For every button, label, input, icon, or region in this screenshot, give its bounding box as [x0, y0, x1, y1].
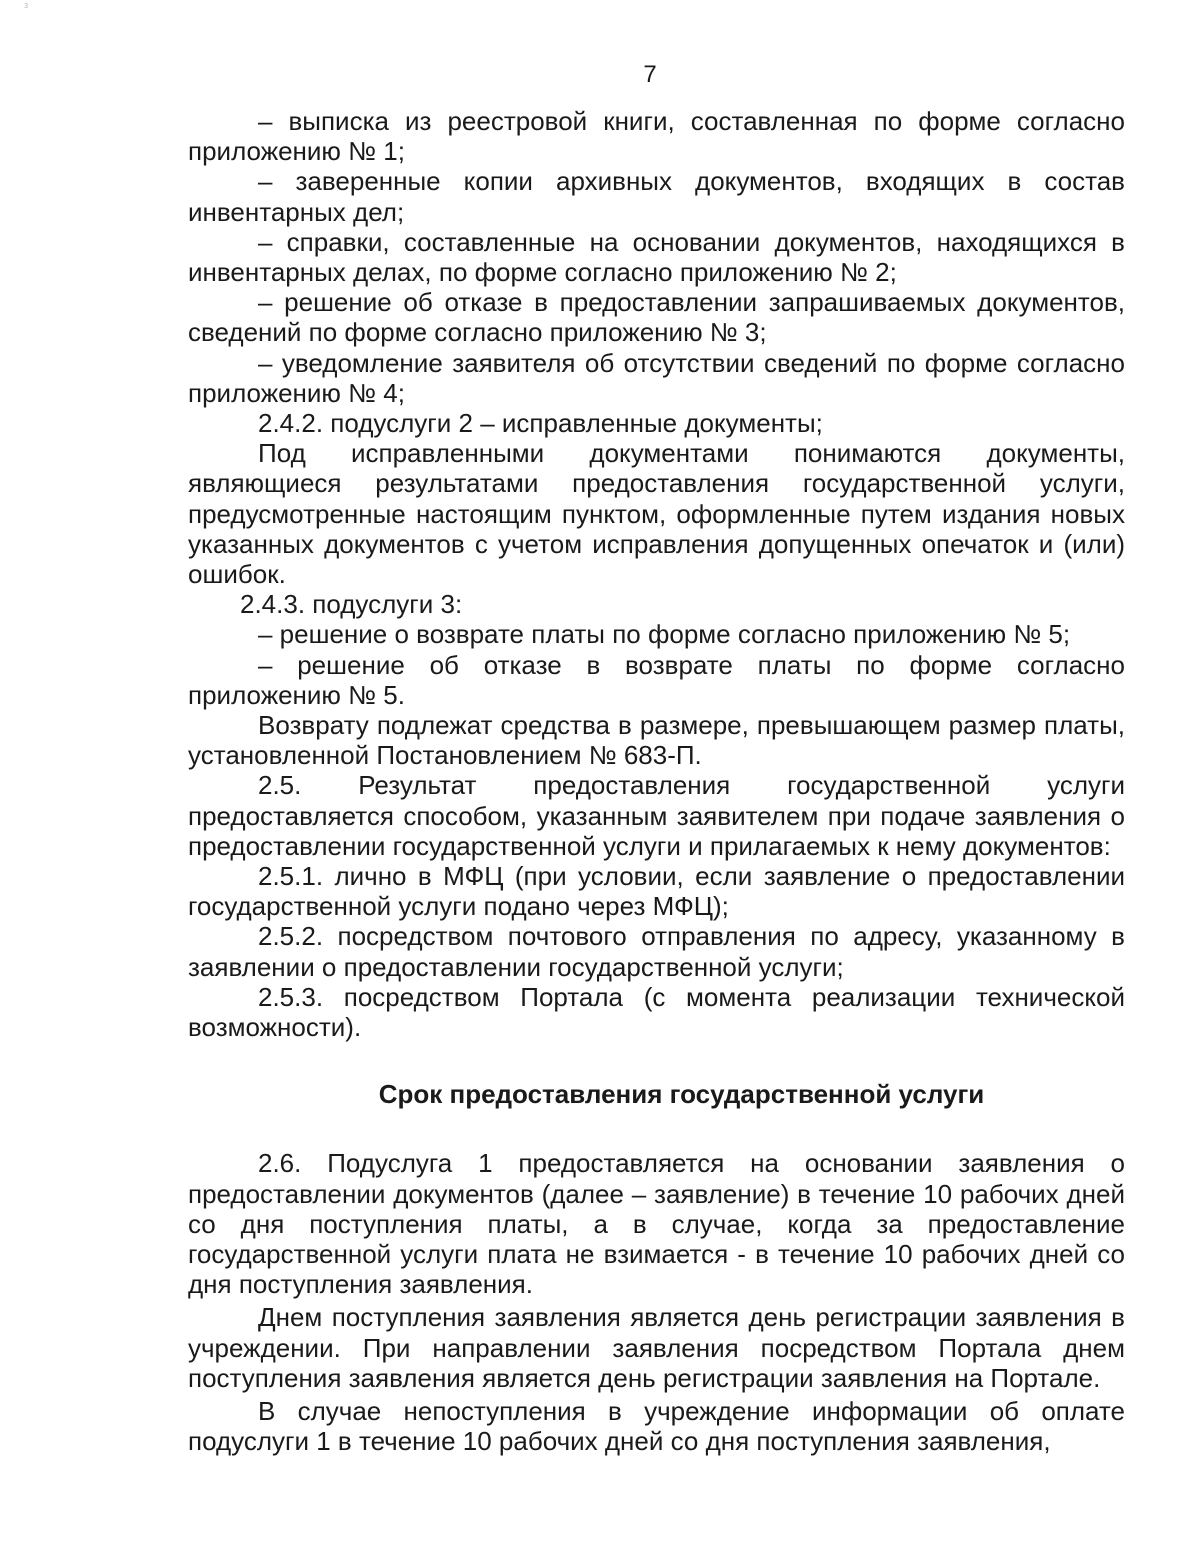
paragraph-non-receipt: В случае непоступления в учреждение информации об оплате подуслуги 1 в течение 10 рабочих дней со дня поступления заявления,: [188, 1395, 1125, 1457]
list-item-notification: – уведомление заявителя об отсутствии сведений по форме согласно приложению № 4;: [188, 347, 1125, 408]
clause-2-5: 2.5. Результат предоставления государственной услуги предоставляется способом, указанным заявителем при подаче заявления о предоставлении государственной услуги и прилагаемых к нему документов:: [188, 770, 1125, 861]
list-item-refund-decision: – решение о возврате платы по форме согласно приложению № 5;: [258, 619, 1071, 650]
document-body: [188, 106, 1125, 1456]
clause-2-4-3: 2.4.3. подуслуги 3:: [240, 589, 463, 620]
clause-2-5-2: 2.5.2. посредством почтового отправления по адресу, указанному в заявлении о предоставлении государственной услуги;: [188, 921, 1125, 982]
list-item-certified-copies: – заверенные копии архивных документов, входящих в состав инвентарных дел;: [188, 166, 1125, 227]
list-item-extract: – выписка из реестровой книги, составленная по форме согласно приложению № 1;: [188, 106, 1125, 167]
clause-2-4-2: 2.4.2. подуслуги 2 – исправленные документы;: [258, 408, 823, 439]
paragraph-receipt-day: Днем поступления заявления является день регистрации заявления в учреждении. При направлении заявления посредством Портала днем поступления заявления является день регистрации заявления на Портале.: [188, 1302, 1125, 1393]
section-heading: Срок предоставления государственной услуги: [378, 1079, 985, 1110]
page-number: 7: [643, 61, 657, 88]
clause-2-5-3: 2.5.3. посредством Портала (с момента реализации технической возможности).: [188, 981, 1125, 1043]
corner-mark: з: [24, 0, 29, 10]
list-item-refund-refusal: – решение об отказе в возврате платы по форме согласно приложению № 5.: [188, 649, 1125, 710]
list-item-refusal-decision: – решение об отказе в предоставлении запрашиваемых документов, сведений по форме согласно приложению № 3;: [188, 287, 1125, 348]
clause-2-6: 2.6. Подуслуга 1 предоставляется на основании заявления о предоставлении документов (далее – заявление) в течение 10 рабочих дней со дня поступления платы, а в случае, когда за предоставление государственной услуги плата не взимается - в течение 10 рабочих дней со дня поступления заявления.: [188, 1148, 1125, 1300]
paragraph-refund-amount: Возврату подлежат средства в размере, превышающем размер платы, установленной Постановлением № 683-П.: [188, 710, 1125, 771]
list-item-certificates: – справки, составленные на основании документов, находящихся в инвентарных делах, по форме согласно приложению № 2;: [188, 226, 1125, 288]
clause-2-5-1: 2.5.1. лично в МФЦ (при условии, если заявление о предоставлении государственной услуги подано через МФЦ);: [188, 861, 1125, 922]
paragraph-corrected-documents: Под исправленными документами понимаются документы, являющиеся результатами предоставления государственной услуги, предусмотренные настоящим пунктом, оформленные путем издания новых указанных документов с учетом исправления допущенных опечаток и (или) ошибок.: [188, 438, 1125, 590]
